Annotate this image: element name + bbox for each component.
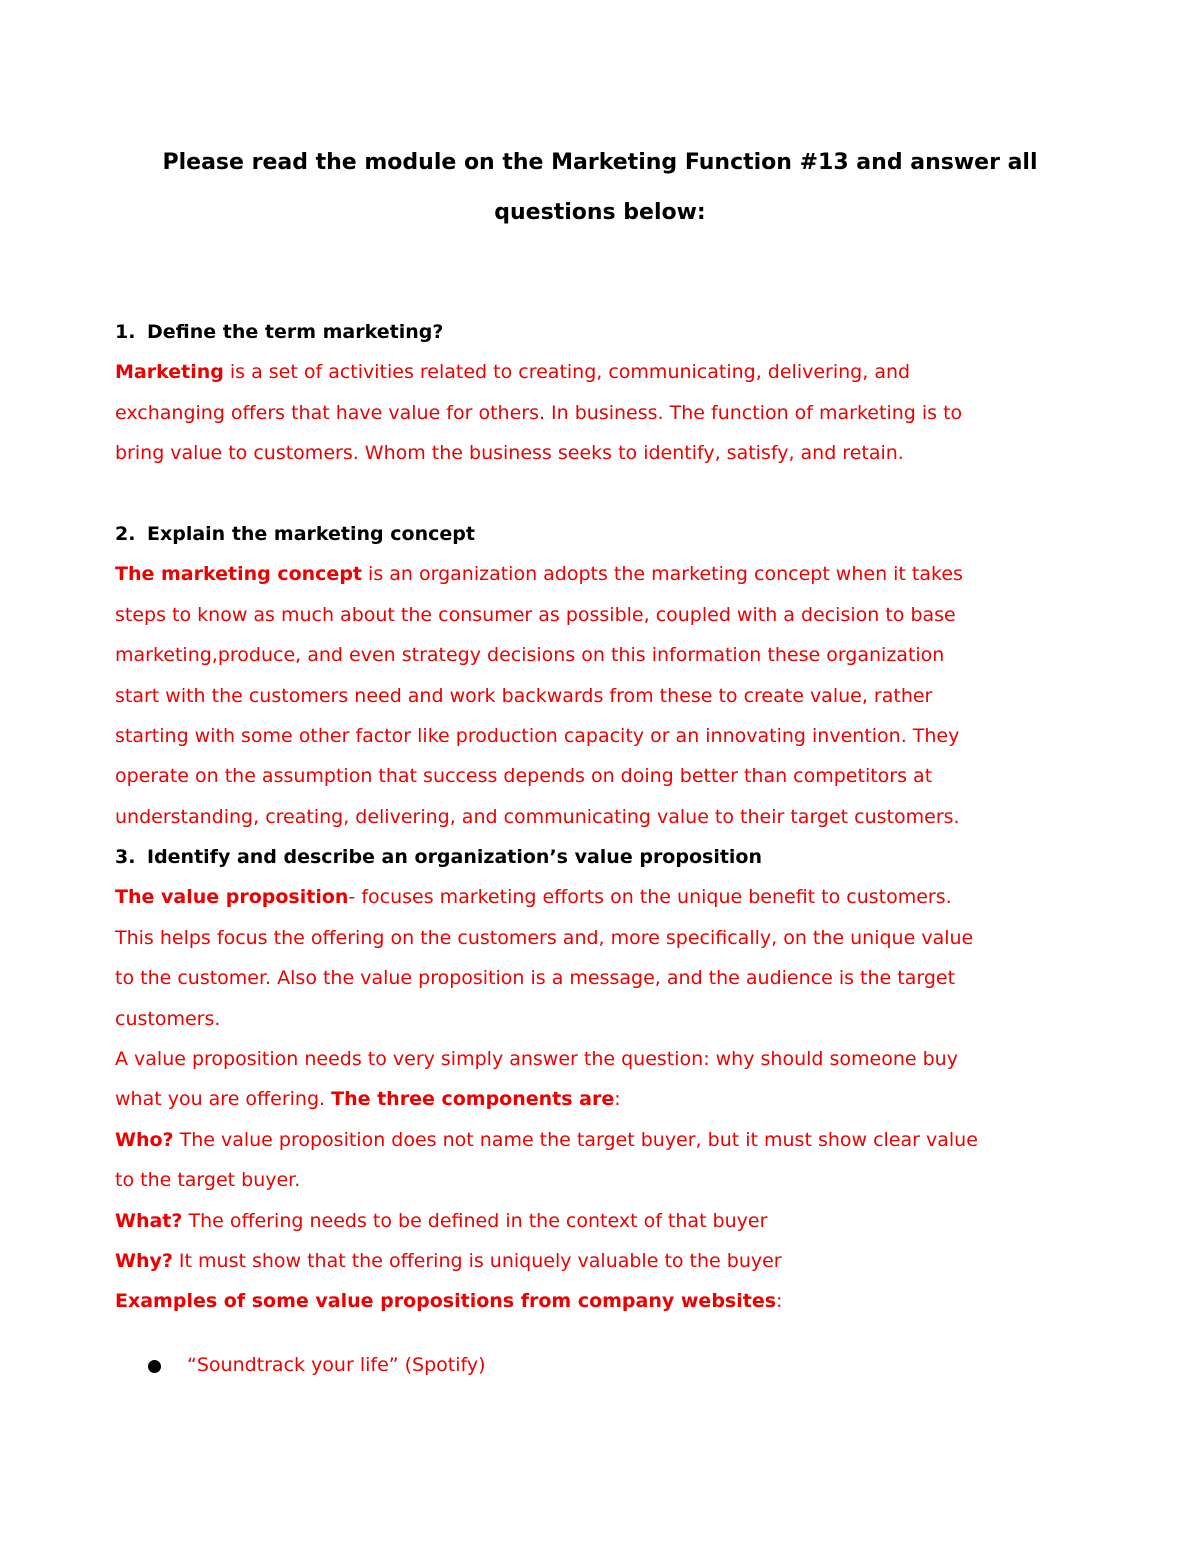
examples-heading-line [115,1281,1075,1321]
components-heading: The three components are [331,1088,615,1111]
question-text: Identify and describe an organization’s value proposition [147,846,763,869]
answer-3-line-5: A value proposition needs to very simply answer the question: why should someone buy [115,1048,958,1071]
answer-2-line-2: steps to know as much about the consumer as possible, coupled with a decision to base [115,603,956,626]
answer-3-line-2: This helps focus the offering on the customers and, more specifically, on the unique value [115,926,974,949]
answer-text: what you are offering. [115,1088,332,1111]
answer-2-line-5: starting with some other factor like production capacity or an innovating invention. They [115,724,960,747]
answer-2-line-6: operate on the assumption that success depends on doing better than competitors at [115,765,933,788]
component-who-cont: to the target buyer. [115,1169,301,1192]
question-number: 1. [115,321,136,343]
answer-3-line-6 [115,1079,1075,1119]
question-2 [115,514,1075,554]
document-body [115,312,1075,1385]
question-text: Define the term marketing? [147,321,444,343]
answer-2-line-3: marketing,produce, and even strategy decisions on this information these organization [115,644,945,667]
answer-term: The value proposition [115,886,349,909]
what-label: What? [115,1209,183,1232]
why-label: Why? [115,1249,173,1272]
examples-colon: : [776,1290,783,1313]
question-text: Explain the marketing concept [147,522,475,545]
why-text: It must show that the offering is uniquely valuable to the buyer [172,1249,782,1272]
answer-1-line-2: exchanging offers that have value for others. In business. The function of marketing is to [115,401,963,424]
answer-1-line-3: bring value to customers. Whom the business seeks to identify, satisfy, and retain. [115,442,904,465]
example-text: “Soundtrack your life” (Spotify) [187,1353,486,1376]
what-text: The offering needs to be defined in the context of that buyer [182,1209,768,1232]
who-text: The value proposition does not name the target buyer, but it must show clear value [173,1128,978,1151]
answer-1-line-1 [115,352,1075,392]
title-line-1: Please read the module on the Marketing Function #13 and answer all [162,150,1038,175]
title-line-2: questions below: [494,200,706,225]
component-who [115,1120,1075,1160]
answer-3-line-1 [115,877,1075,917]
answer-text: is a set of activities related to creating, communicating, delivering, and [223,361,911,384]
bullet-icon [148,1360,161,1373]
answer-text: - focuses marketing efforts on the unique benefit to customers. [348,886,952,909]
list-item [115,1345,1075,1385]
paragraph-gap [115,474,1075,514]
components-colon: : [614,1088,621,1111]
answer-term: The marketing concept [115,563,362,586]
page-title [100,138,1100,238]
answer-2-line-1 [115,554,1075,594]
answer-text: is an organization adopts the marketing concept when it takes [362,563,963,586]
question-number: 3. [115,846,136,869]
answer-2-line-4: start with the customers need and work backwards from these to create value, rather [115,684,933,707]
question-number: 2. [115,522,136,545]
answer-3-line-4: customers. [115,1007,221,1030]
question-1 [115,312,1075,352]
component-why [115,1241,1075,1281]
component-what [115,1201,1075,1241]
answer-term: Marketing [115,361,224,384]
answer-2-line-7: understanding, creating, delivering, and communicating value to their target customers. [115,805,960,828]
examples-heading: Examples of some value propositions from company websites [115,1290,777,1313]
question-3 [115,837,1075,877]
answer-3-line-3: to the customer. Also the value proposition is a message, and the audience is the target [115,967,956,990]
who-label: Who? [115,1128,174,1151]
